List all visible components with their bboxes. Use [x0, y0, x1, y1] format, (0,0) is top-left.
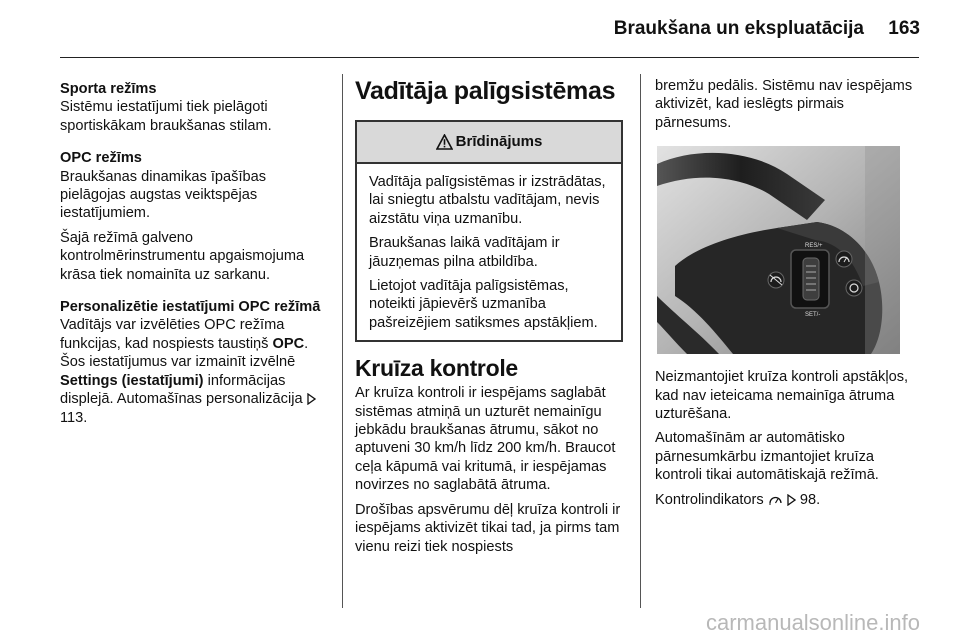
indicator-page-ref: 98.: [795, 491, 821, 508]
steering-wheel-controls-figure: [657, 146, 900, 354]
column-1: [60, 80, 328, 433]
personalized-settings-text: Vadītājs var izvēlēties OPC režīma funkcijas, kad nospiests taustiņš OPC. Šos iestatījumus var izmainīt izvēlnē Settings (iestatījumi) informācijas displejā. Automašīnas personalizācija 113.: [60, 316, 328, 426]
opc-mode-text-1: Braukšanas dinamikas īpašības pielāgojas augstas veiktspējas iestatījumiem.: [60, 168, 267, 222]
indicator-text: Kontrolindikators 98.: [655, 491, 821, 508]
column-divider-1: [342, 74, 343, 608]
cruise-control-heading: Kruīza kontrole: [355, 355, 518, 382]
res-plus-label: RES/+: [805, 243, 823, 250]
column-3: [655, 77, 917, 515]
personalization-page-ref: 113.: [60, 409, 88, 426]
settings-menu-ref: Settings (iestatījumi): [60, 372, 204, 389]
cruise-control-text-2: Drošības apsvērumu dēļ kruīza kontroli ir iespējams aktivizēt tikai tad, ja pirms tam vienu reizi tiek nospiests: [355, 501, 621, 555]
warning-text-1: Vadītāja palīgsistēmas ir izstrādātas, lai sniegtu atbalstu vadītājam, nevis aizstātu viņa uzmanību.: [369, 174, 606, 227]
opc-mode-heading: OPC režīms: [60, 150, 142, 167]
cruise-on-off-icon: [836, 251, 852, 267]
column-divider-2: [640, 74, 641, 608]
cruise-text-p1: Neizmantojiet kruīza kontroli apstākļos, kad nav ieteicama nemainīga ātruma uzturēšana.: [655, 369, 909, 423]
header-rule: [60, 57, 919, 58]
page-ref-arrow-icon: [787, 494, 796, 506]
column-2: [355, 76, 623, 562]
cruise-control-rocker: [803, 258, 819, 300]
warning-header: [357, 122, 621, 164]
footer-watermark: carmanualsonline.info: [705, 610, 920, 635]
sport-mode-text: Sistēmu iestatījumi tiek pielāgoti sportiskākam braukšanas stilam.: [60, 99, 272, 134]
warning-title: Brīdinājums: [455, 132, 543, 150]
warning-triangle-icon: [436, 134, 453, 150]
warning-body: [357, 164, 621, 340]
speed-limiter-icon: [846, 280, 862, 296]
cruise-text-p2: Automašīnām ar automātisko pārnesumkārbu izmantojiet kruīza kontroli tikai automātiskajā režīmā.: [655, 430, 879, 484]
sport-mode-heading: Sporta režīms: [60, 81, 157, 97]
set-minus-label: SET/-: [805, 312, 821, 319]
opc-button-ref: OPC: [272, 335, 305, 352]
warning-box: [355, 120, 623, 342]
cruise-control-indicator-icon: [768, 493, 783, 506]
opc-mode-text-2: Šajā režīmā galveno kontrolmērinstrumentu apgaismojuma krāsa tiek nomainīta uz sarkanu.: [60, 229, 305, 283]
section-heading-driver-assistance: Vadītāja palīgsistēmas: [355, 77, 616, 105]
warning-text-2: Braukšanas laikā vadītājam ir jāuzņemas pilna atbildība.: [369, 235, 560, 270]
warning-text-3: Lietojot vadītāja palīgsistēmas, noteikti jāpievērš uzmanība pašreizējiem satiksmes apstākļiem.: [369, 278, 598, 331]
cruise-cancel-icon: [768, 272, 784, 288]
personalized-settings-heading: Personalizētie iestatījumi OPC režīmā: [60, 299, 321, 316]
cruise-control-text-1: Ar kruīza kontroli ir iespējams saglabāt sistēmas atmiņā un uzturēt nemainīgu jebkādu braukšanas ātrumu, sākot no aptuveni 30 km/h līdz 200 km/h. Braucot ceļa kāpumā vai kritumā, ir iespējamas novirzes no saglabātā ātruma.: [355, 385, 616, 494]
continued-text: bremžu pedālis. Sistēmu nav iespējams aktivizēt, kad ieslēgts pirmais pārnesums.: [655, 78, 913, 131]
page-ref-arrow-icon: [307, 393, 316, 405]
header-title: Braukšana un ekspluatācija: [613, 18, 864, 39]
page-number: 163: [888, 18, 920, 39]
